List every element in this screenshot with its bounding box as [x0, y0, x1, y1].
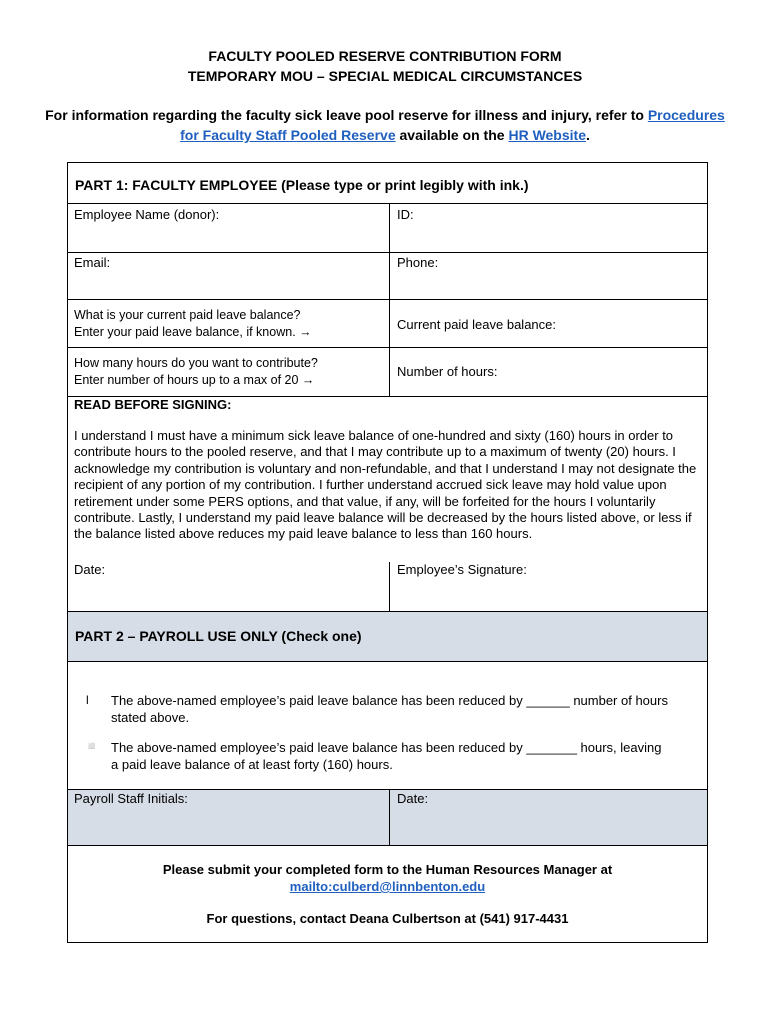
form-title: FACULTY POOLED RESERVE CONTRIBUTION FORM [208, 48, 562, 64]
form-frame [67, 162, 708, 943]
hr-email-link[interactable]: mailto:culberd@linnbenton.edu [289, 879, 486, 894]
part1-heading: PART 1: FACULTY EMPLOYEE (Please type or print legibly with ink.) [75, 177, 529, 193]
divider [67, 203, 708, 204]
hours-question-line1: How many hours do you want to contribute? [74, 356, 318, 370]
divider [67, 611, 708, 612]
current-balance-field[interactable]: Current paid leave balance: [397, 317, 556, 332]
hr-website-link[interactable]: HR Website [508, 127, 586, 143]
part2-heading: PART 2 – PAYROLL USE ONLY (Check one) [75, 628, 362, 644]
questions-contact: For questions, contact Deana Culbertson at (541) 917-4431 [206, 911, 569, 926]
option1-line1: The above-named employee’s paid leave balance has been reduced by ______ number of hours [111, 693, 668, 708]
intro-part3: . [586, 127, 590, 143]
employee-name-field[interactable]: Employee Name (donor): [74, 207, 220, 222]
phone-field[interactable]: Phone: [397, 255, 439, 270]
column-divider [389, 203, 390, 396]
payroll-staff-initials-field[interactable]: Payroll Staff Initials: [74, 791, 188, 806]
option2-line2: a paid leave balance of at least forty (160) hours. [111, 757, 393, 772]
option2-line1: The above-named employee’s paid leave balance has been reduced by _______ hours, leaving [111, 740, 662, 755]
option1-checkbox[interactable]: l [86, 693, 89, 707]
form-subtitle: TEMPORARY MOU – SPECIAL MEDICAL CIRCUMSTANCES [187, 68, 583, 84]
divider [67, 347, 708, 348]
read-before-signing: READ BEFORE SIGNING: [74, 397, 232, 412]
column-divider [389, 562, 390, 611]
option2-checkbox[interactable]: ◽ [84, 739, 99, 753]
divider [67, 252, 708, 253]
balance-question-line2: Enter your paid leave balance, if known. → [74, 325, 312, 339]
date-field[interactable]: Date: [74, 562, 106, 577]
email-link-row [67, 879, 708, 894]
number-of-hours-field[interactable]: Number of hours: [397, 364, 498, 379]
divider [67, 789, 708, 790]
id-field[interactable]: ID: [397, 207, 414, 222]
submit-instructions: Please submit your completed form to the Human Resources Manager at [162, 862, 613, 877]
intro-text [40, 105, 730, 145]
procedures-link[interactable]: Procedures for Faculty Staff Pooled Reserve [180, 107, 725, 143]
divider [67, 845, 708, 846]
option1-line2: stated above. [111, 710, 190, 725]
agreement-text: I understand I must have a minimum sick leave balance of one-hundred and sixty (160) hours in order to contribute hours to the pooled reserve, and that I may contribute up to a maximum of twenty (20) hours. I acknowledge my contribution is voluntary and non-refundable, and that I understand I may not designate the recipient of any portion of my contribution. I further understand accrued sick leave may hold value upon retirement under some PERS options, and that value, if any, will be forfeited for the hours I voluntarily contribute. Lastly, I understand my paid leave balance will be decreased by the hours listed above, or less if the balance listed above reduces my paid leave balance to less than 160 hours. [74, 428, 697, 542]
divider [67, 661, 708, 662]
balance-question-line1: What is your current paid leave balance? [74, 308, 301, 322]
column-divider [389, 789, 390, 845]
divider [67, 299, 708, 300]
signature-field[interactable]: Employee’s Signature: [397, 562, 527, 577]
email-field[interactable]: Email: [74, 255, 111, 270]
hours-question-line2: Enter number of hours up to a max of 20 → [74, 373, 315, 387]
intro-part2: available on the [395, 127, 509, 143]
intro-part1: For information regarding the faculty sick leave pool reserve for illness and injury, refer to [45, 107, 648, 123]
payroll-date-field[interactable]: Date: [397, 791, 429, 806]
